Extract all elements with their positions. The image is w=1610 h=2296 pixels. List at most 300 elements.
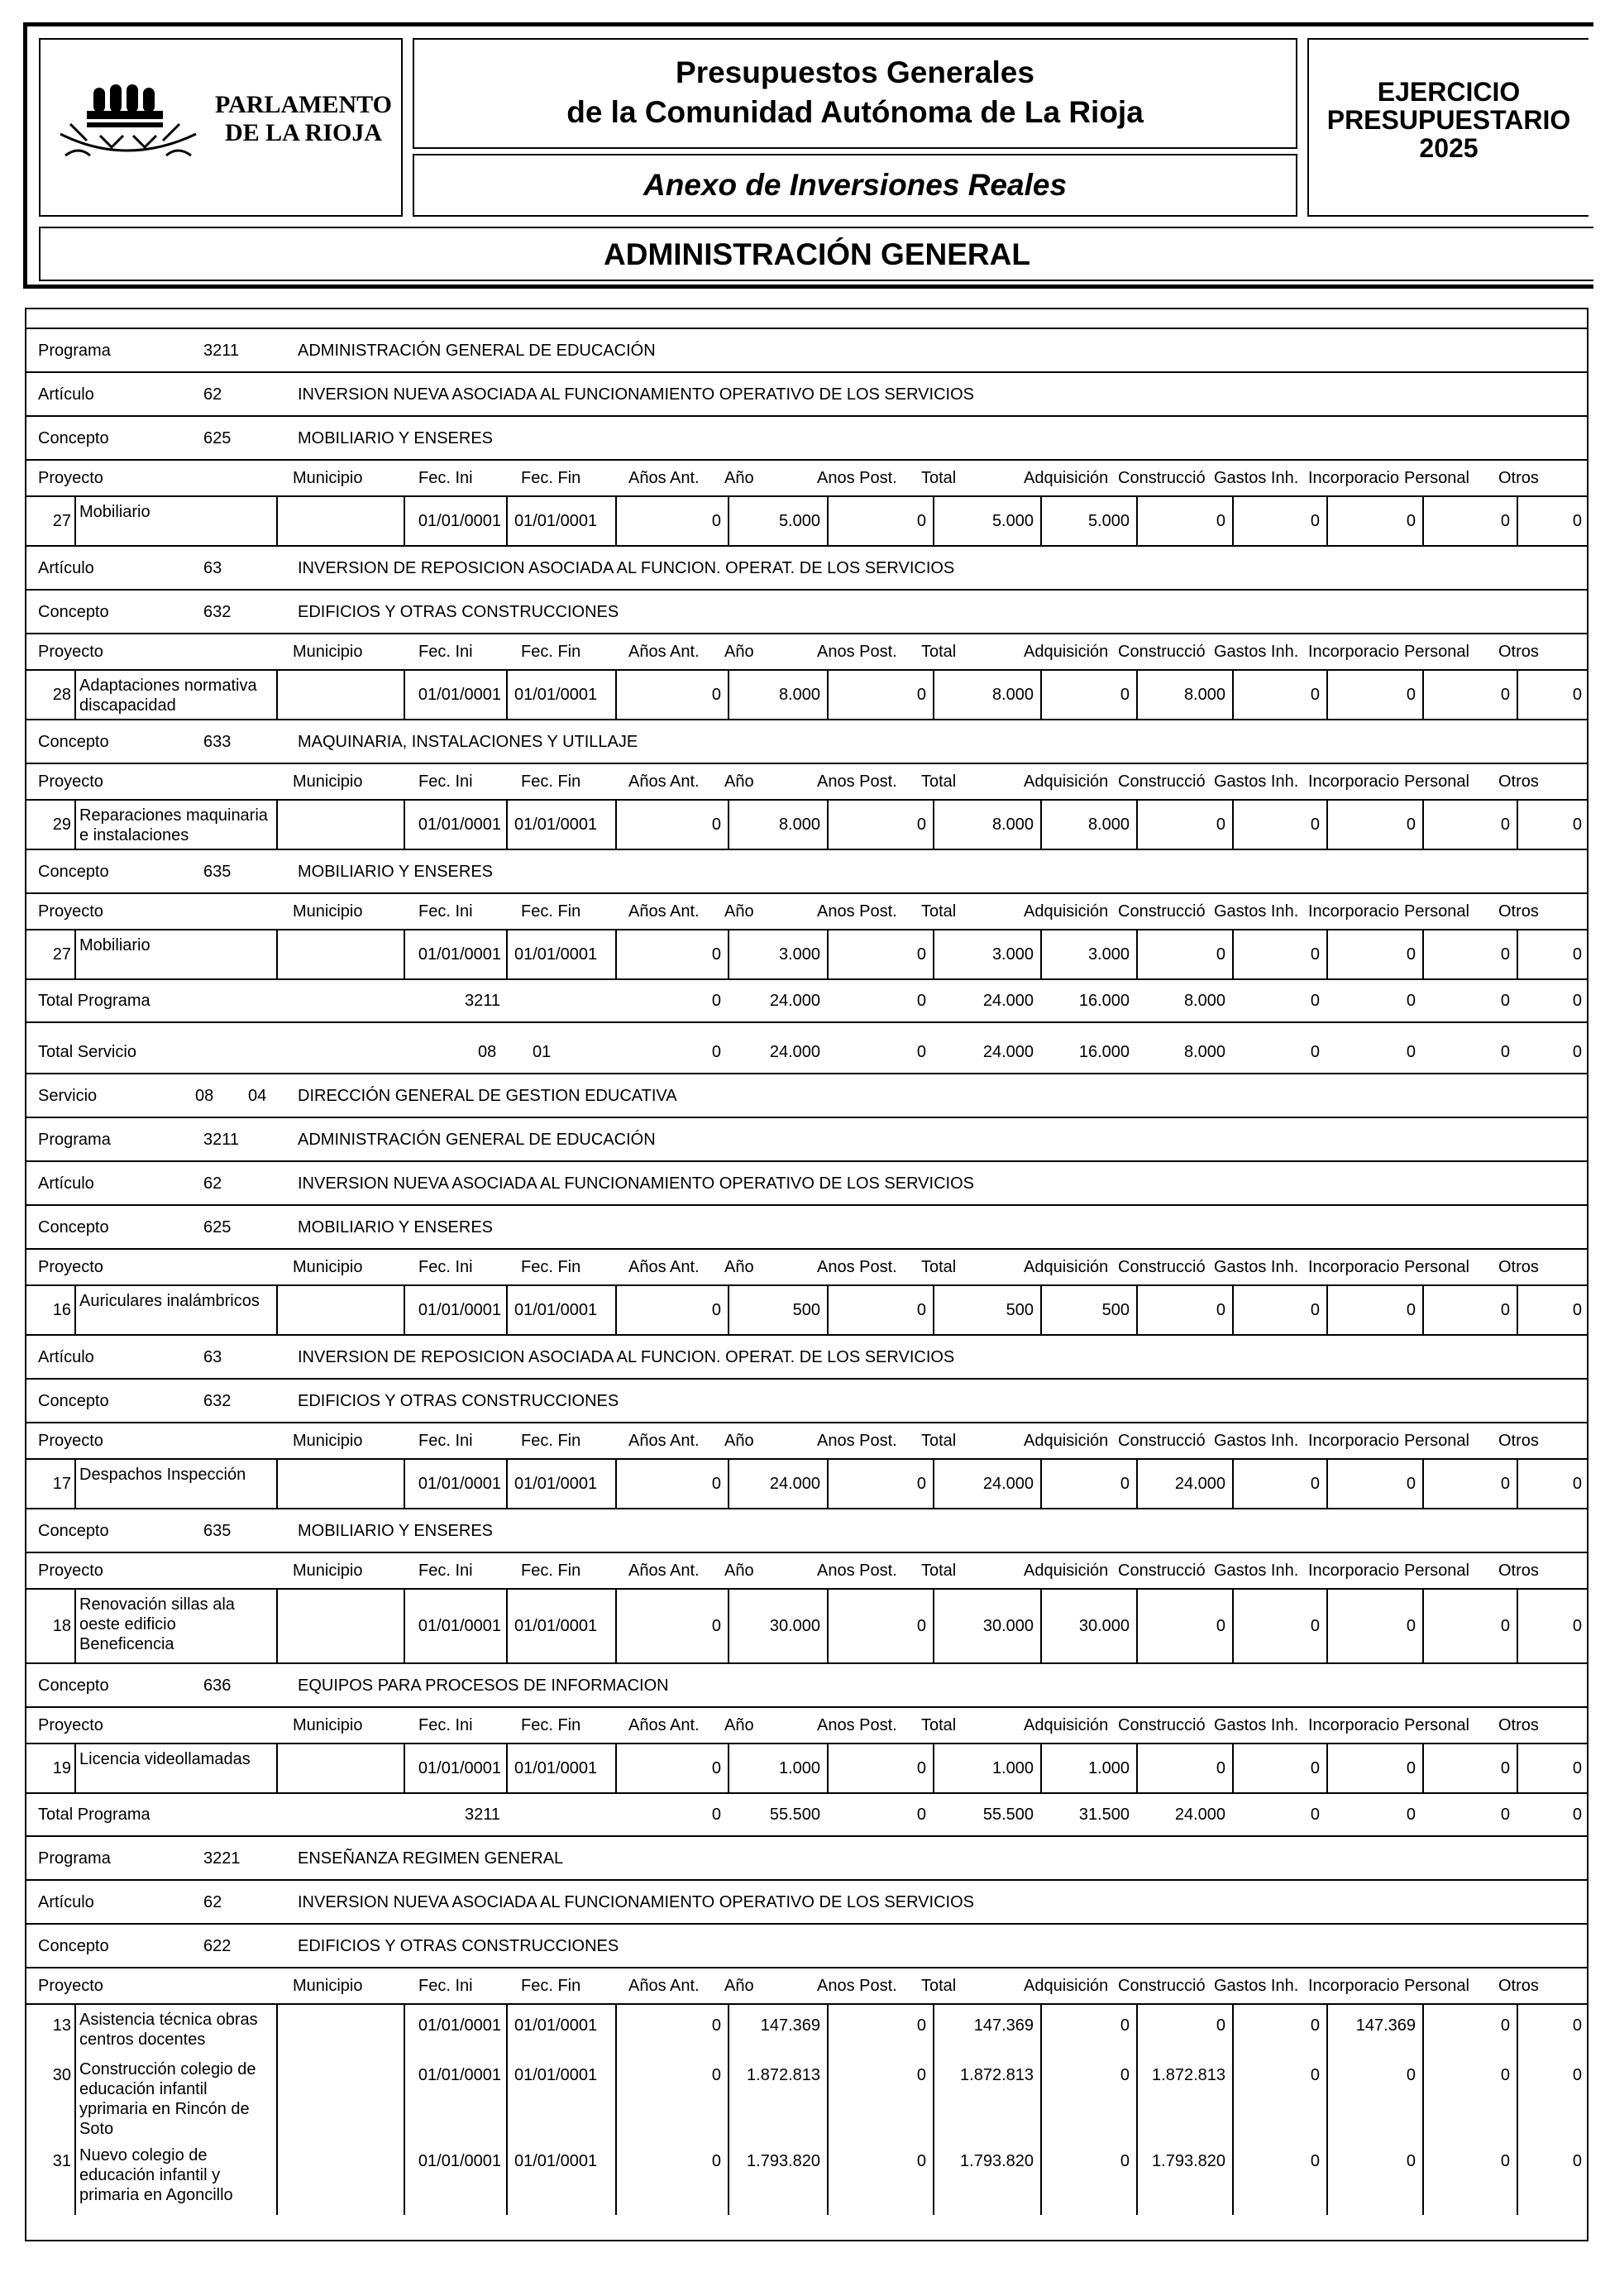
otros-value: 0 [1572, 1617, 1582, 1635]
column-header: Fec. Fin [521, 643, 581, 661]
column-header: Incorporacio [1308, 773, 1400, 791]
project-name-line: Soto [79, 2120, 114, 2138]
column-header: Proyecto [38, 1258, 103, 1276]
anos-post-total: 0 [916, 1043, 926, 1061]
row-code: 62 [203, 1174, 222, 1193]
cell-divider [74, 930, 76, 978]
row-description: MOBILIARIO Y ENSERES [298, 863, 494, 881]
column-header: Fec. Fin [521, 773, 581, 791]
anos-post-value: 0 [916, 512, 926, 530]
adquisicion-value: 500 [1101, 1301, 1130, 1319]
column-header: Personal [1404, 1562, 1469, 1580]
column-header: Adquisición [1024, 773, 1109, 791]
project-name-line: educación infantil [79, 2080, 208, 2098]
otros-total: 0 [1572, 1043, 1582, 1061]
column-header: Incorporacio [1308, 902, 1400, 921]
column-header: Fec. Ini [418, 1716, 473, 1734]
column-header: Total [921, 773, 957, 791]
column-header: Gastos Inh. [1214, 1258, 1299, 1276]
column-header: Personal [1404, 1977, 1469, 1995]
column-header: Fec. Fin [521, 469, 581, 487]
total-value: 1.872.813 [960, 2066, 1034, 2084]
document-title [413, 38, 1297, 149]
project-name [79, 2059, 275, 2139]
anios-ant-value: 0 [711, 512, 721, 530]
servicio-row [26, 1074, 1587, 1118]
project-id: 29 [52, 816, 71, 834]
adquisicion-value: 8.000 [1087, 816, 1130, 834]
project-name-line: Renovación sillas ala [79, 1595, 235, 1614]
document-subtitle: Anexo de Inversiones Reales [413, 154, 1297, 217]
concepto-row [26, 1206, 1587, 1250]
column-header-row [26, 1553, 1587, 1590]
anio-total: 24.000 [769, 1043, 820, 1061]
fec-fin: 01/01/0001 [514, 1759, 598, 1777]
column-header-row [26, 634, 1587, 671]
column-header: Construcció [1118, 773, 1206, 791]
project-id: 27 [52, 945, 71, 964]
cell-divider [1136, 2005, 1138, 2215]
row-description: EQUIPOS PARA PROCESOS DE INFORMACION [298, 1677, 669, 1695]
otros-value: 0 [1572, 512, 1582, 530]
anio-value: 8.000 [778, 686, 820, 704]
articulo-row [26, 1162, 1587, 1206]
column-header: Construcció [1118, 1977, 1206, 1995]
column-header: Adquisición [1024, 643, 1109, 661]
total-value: 30.000 [982, 1617, 1034, 1635]
row-code: 635 [203, 1522, 232, 1540]
anios-ant-value: 0 [711, 2016, 721, 2035]
column-header-row [26, 1968, 1587, 2005]
project-id: 31 [52, 2152, 71, 2170]
gastos-inh-value: 0 [1310, 2152, 1320, 2170]
incorporacion-value: 0 [1406, 2152, 1416, 2170]
column-header: Fec. Ini [418, 1258, 473, 1276]
column-header: Otros [1498, 1977, 1539, 1995]
articulo-row [26, 1881, 1587, 1925]
anos-post-value: 0 [916, 2016, 926, 2035]
anios-ant-value: 0 [711, 816, 721, 834]
anos-post-value: 0 [916, 816, 926, 834]
column-header: Año [724, 469, 754, 487]
column-header: Incorporacio [1308, 1716, 1400, 1734]
row-code: 632 [203, 603, 232, 621]
column-header-row [26, 1423, 1587, 1460]
project-name [79, 806, 275, 845]
total-value: 500 [1006, 1301, 1034, 1319]
row-code: 636 [203, 1677, 232, 1695]
construccion-value: 0 [1216, 1617, 1225, 1635]
incorporacion-total: 0 [1406, 1043, 1416, 1061]
cell-divider [933, 2005, 934, 2215]
column-header: Fec. Ini [418, 1977, 473, 1995]
cell-divider [74, 2005, 76, 2215]
construccion-value: 8.000 [1183, 686, 1225, 704]
cell-divider [827, 2005, 829, 2215]
row-label: Concepto [38, 733, 109, 751]
personal-value: 0 [1500, 512, 1510, 530]
cell-divider [276, 497, 278, 545]
column-header: Proyecto [38, 902, 103, 921]
total-value: 24.000 [982, 1475, 1034, 1493]
project-name-line: Nuevo colegio de [79, 2146, 208, 2164]
anos-post-value: 0 [916, 686, 926, 704]
total-row [26, 1794, 1587, 1837]
anios-ant-value: 0 [711, 1759, 721, 1777]
column-header: Anos Post. [817, 1258, 897, 1276]
otros-total: 0 [1572, 1806, 1582, 1824]
incorporacion-total: 0 [1406, 992, 1416, 1010]
row-description: MOBILIARIO Y ENSERES [298, 1218, 494, 1236]
column-header: Fec. Ini [418, 773, 473, 791]
column-header: Fec. Ini [418, 643, 473, 661]
personal-value: 0 [1500, 816, 1510, 834]
column-header: Construcció [1118, 1562, 1206, 1580]
table-top-band [26, 309, 1587, 329]
column-header: Incorporacio [1308, 469, 1400, 487]
anos-post-value: 0 [916, 1759, 926, 1777]
fec-fin: 01/01/0001 [514, 816, 598, 834]
cell-divider [74, 1460, 76, 1508]
column-header: Otros [1498, 1258, 1539, 1276]
gastos-inh-value: 0 [1310, 1617, 1320, 1635]
total-total: 24.000 [982, 1043, 1034, 1061]
column-header: Total [921, 1562, 957, 1580]
otros-value: 0 [1572, 816, 1582, 834]
incorporacion-value: 0 [1406, 2066, 1416, 2084]
adquisicion-value: 0 [1120, 2152, 1130, 2170]
anios-ant-value: 0 [711, 945, 721, 964]
row-description: MAQUINARIA, INSTALACIONES Y UTILLAJE [298, 733, 638, 751]
column-header: Proyecto [38, 773, 103, 791]
row-label: Concepto [38, 1522, 109, 1540]
fec-fin: 01/01/0001 [514, 686, 598, 704]
adquisicion-value: 0 [1120, 2016, 1130, 2035]
personal-value: 0 [1500, 1301, 1510, 1319]
fec-ini: 01/01/0001 [418, 945, 501, 964]
column-header: Proyecto [38, 643, 103, 661]
construccion-value: 0 [1216, 1301, 1225, 1319]
column-header: Personal [1404, 1432, 1469, 1450]
programa-row [26, 1837, 1587, 1881]
column-header: Proyecto [38, 1562, 103, 1580]
total-value: 1.000 [991, 1759, 1034, 1777]
column-header: Adquisición [1024, 1977, 1109, 1995]
column-header: Fec. Fin [521, 1716, 581, 1734]
row-description: INVERSION NUEVA ASOCIADA AL FUNCIONAMIENTO OPERATIVO DE LOS SERVICIOS [298, 1893, 974, 1911]
row-code: 63 [203, 1348, 222, 1366]
row-description: ADMINISTRACIÓN GENERAL DE EDUCACIÓN [298, 342, 656, 360]
ejercicio-box [1307, 38, 1589, 217]
column-header: Construcció [1118, 1258, 1206, 1276]
project-name-line: Adaptaciones normativa [79, 677, 257, 695]
project-row [26, 1286, 1587, 1336]
anos-post-total: 0 [916, 1806, 926, 1824]
column-header: Municipio [293, 1977, 363, 1995]
articulo-row [26, 373, 1587, 417]
total-label: Total Servicio [38, 1043, 136, 1061]
fec-ini: 01/01/0001 [418, 512, 501, 530]
personal-value: 0 [1500, 1617, 1510, 1635]
personal-value: 0 [1500, 1475, 1510, 1493]
cell-divider [276, 1460, 278, 1508]
column-header: Otros [1498, 469, 1539, 487]
column-header: Otros [1498, 1432, 1539, 1450]
personal-total: 0 [1500, 992, 1510, 1010]
column-header: Proyecto [38, 1716, 103, 1734]
anios-ant-value: 0 [711, 1475, 721, 1493]
ejercicio-line-2: PRESUPUESTARIO [1326, 105, 1571, 135]
anos-post-value: 0 [916, 1301, 926, 1319]
column-header-row [26, 894, 1587, 930]
total-value: 3.000 [991, 945, 1034, 964]
row-description: MOBILIARIO Y ENSERES [298, 1522, 494, 1540]
fec-ini: 01/01/0001 [418, 2152, 501, 2170]
column-header: Personal [1404, 1716, 1469, 1734]
cell-divider [276, 1590, 278, 1662]
fec-fin: 01/01/0001 [514, 2066, 598, 2084]
cell-divider [276, 930, 278, 978]
gastos-inh-value: 0 [1310, 2066, 1320, 2084]
column-header: Adquisición [1024, 902, 1109, 921]
row-code: 635 [203, 863, 232, 881]
total-total: 55.500 [982, 1806, 1034, 1824]
column-header: Adquisición [1024, 1432, 1109, 1450]
column-header: Proyecto [38, 1977, 103, 1995]
row-description: INVERSION DE REPOSICION ASOCIADA AL FUNCION. OPERAT. DE LOS SERVICIOS [298, 559, 955, 577]
row-description: INVERSION NUEVA ASOCIADA AL FUNCIONAMIENTO OPERATIVO DE LOS SERVICIOS [298, 385, 974, 404]
column-header: Municipio [293, 1258, 363, 1276]
anio-total: 24.000 [769, 992, 820, 1010]
articulo-row [26, 1336, 1587, 1380]
fec-fin: 01/01/0001 [514, 945, 598, 964]
gastos-inh-value: 0 [1310, 816, 1320, 834]
column-header: Años Ant. [628, 643, 700, 661]
column-header: Fec. Ini [418, 1562, 473, 1580]
logo-text [206, 91, 401, 147]
incorporacion-value: 0 [1406, 1301, 1416, 1319]
project-name [79, 1595, 275, 1654]
column-header: Construcció [1118, 902, 1206, 921]
column-header: Año [724, 902, 754, 921]
project-name [79, 935, 275, 955]
cell-divider [615, 2005, 617, 2215]
column-header: Gastos Inh. [1214, 902, 1299, 921]
construccion-total: 8.000 [1183, 1043, 1225, 1061]
column-header: Fec. Ini [418, 902, 473, 921]
personal-value: 0 [1500, 2016, 1510, 2035]
column-header: Fec. Fin [521, 1258, 581, 1276]
anio-value: 147.369 [760, 2016, 820, 2035]
total-label: Total Programa [38, 992, 150, 1010]
adquisicion-value: 0 [1120, 2066, 1130, 2084]
column-header: Personal [1404, 1258, 1469, 1276]
column-header: Adquisición [1024, 1258, 1109, 1276]
total-row [26, 980, 1587, 1023]
project-id: 19 [52, 1759, 71, 1777]
cell-divider [74, 671, 76, 719]
incorporacion-value: 0 [1406, 816, 1416, 834]
column-header: Año [724, 1562, 754, 1580]
column-header: Gastos Inh. [1214, 1432, 1299, 1450]
cell-divider [276, 1286, 278, 1334]
adquisicion-value: 0 [1120, 686, 1130, 704]
row-label: Concepto [38, 1392, 109, 1410]
column-header: Total [921, 1977, 957, 1995]
gastos-inh-total: 0 [1310, 1806, 1320, 1824]
cell-divider [1422, 2005, 1424, 2215]
title-line-2: de la Comunidad Autónoma de La Rioja [566, 95, 1144, 129]
anio-value: 1.793.820 [747, 2152, 820, 2170]
column-header: Adquisición [1024, 469, 1109, 487]
column-header: Anos Post. [817, 643, 897, 661]
column-header: Años Ant. [628, 1977, 700, 1995]
construccion-total: 24.000 [1174, 1806, 1225, 1824]
total-value: 147.369 [973, 2016, 1034, 2035]
column-header: Personal [1404, 469, 1469, 487]
fec-fin: 01/01/0001 [514, 512, 598, 530]
fec-ini: 01/01/0001 [418, 1759, 501, 1777]
column-header: Incorporacio [1308, 1258, 1400, 1276]
column-header: Año [724, 1258, 754, 1276]
cell-divider [1517, 2005, 1518, 2215]
column-header: Años Ant. [628, 469, 700, 487]
concepto-row [26, 850, 1587, 894]
project-name-line: educación infantil y [79, 2166, 221, 2184]
column-header: Otros [1498, 1716, 1539, 1734]
row-code: 3211 [203, 342, 240, 360]
adquisicion-value: 3.000 [1087, 945, 1130, 964]
project-name [79, 1749, 275, 1769]
column-header: Municipio [293, 773, 363, 791]
column-header: Total [921, 1258, 957, 1276]
column-header: Años Ant. [628, 773, 700, 791]
parliament-logo-icon [54, 76, 203, 175]
cell-divider [276, 801, 278, 849]
logo-box [39, 38, 403, 217]
column-header: Fec. Ini [418, 1432, 473, 1450]
project-id: 27 [52, 512, 71, 530]
row-code: 622 [203, 1937, 232, 1955]
fec-fin: 01/01/0001 [514, 2016, 598, 2035]
column-header-row [26, 764, 1587, 801]
row-label: Programa [38, 342, 111, 360]
column-header: Proyecto [38, 469, 103, 487]
cell-divider [74, 1286, 76, 1334]
column-header: Fec. Fin [521, 1432, 581, 1450]
adquisicion-value: 30.000 [1078, 1617, 1130, 1635]
column-header: Anos Post. [817, 1977, 897, 1995]
project-id: 28 [52, 686, 71, 704]
gastos-inh-value: 0 [1310, 2016, 1320, 2035]
total-label: Total Programa [38, 1806, 150, 1824]
project-name [79, 1291, 275, 1311]
row-code: 62 [203, 385, 222, 404]
column-header: Gastos Inh. [1214, 773, 1299, 791]
column-header: Incorporacio [1308, 643, 1400, 661]
document-header [23, 22, 1593, 289]
column-header: Anos Post. [817, 1432, 897, 1450]
project-name-line: Despachos Inspección [79, 1466, 246, 1484]
project-name [79, 676, 275, 715]
row-code: 633 [203, 733, 232, 751]
total-code: 08 [478, 1043, 497, 1061]
anio-value: 30.000 [769, 1617, 820, 1635]
column-header: Personal [1404, 643, 1469, 661]
column-header: Año [724, 773, 754, 791]
anos-post-value: 0 [916, 1617, 926, 1635]
column-header: Municipio [293, 902, 363, 921]
column-header: Gastos Inh. [1214, 469, 1299, 487]
fec-ini: 01/01/0001 [418, 2066, 501, 2084]
column-header: Anos Post. [817, 1716, 897, 1734]
row-description: ENSEÑANZA REGIMEN GENERAL [298, 1849, 564, 1868]
column-header: Incorporacio [1308, 1977, 1400, 1995]
project-row [26, 1744, 1587, 1794]
column-header: Anos Post. [817, 469, 897, 487]
row-label: Concepto [38, 863, 109, 881]
programa-row [26, 329, 1587, 373]
column-header: Años Ant. [628, 902, 700, 921]
anio-value: 1.000 [778, 1759, 820, 1777]
project-name-line: yprimaria en Rincón de [79, 2100, 250, 2118]
column-header: Construcció [1118, 1432, 1206, 1450]
project-name-line: oeste edificio [79, 1615, 176, 1634]
gastos-inh-value: 0 [1310, 512, 1320, 530]
total-value: 1.793.820 [960, 2152, 1034, 2170]
articulo-row [26, 547, 1587, 591]
personal-value: 0 [1500, 2066, 1510, 2084]
row-description: MOBILIARIO Y ENSERES [298, 429, 494, 447]
column-header: Gastos Inh. [1214, 1716, 1299, 1734]
personal-value: 0 [1500, 945, 1510, 964]
row-label: Concepto [38, 1937, 109, 1955]
column-header: Años Ant. [628, 1258, 700, 1276]
row-code: 632 [203, 1392, 232, 1410]
row-label: Artículo [38, 1348, 94, 1366]
logo-line-1: PARLAMENTO [215, 91, 392, 118]
fec-ini: 01/01/0001 [418, 1617, 501, 1635]
column-header: Gastos Inh. [1214, 1977, 1299, 1995]
column-header: Proyecto [38, 1432, 103, 1450]
column-header: Fec. Fin [521, 902, 581, 921]
column-header: Construcció [1118, 469, 1206, 487]
row-description: EDIFICIOS Y OTRAS CONSTRUCCIONES [298, 1937, 619, 1955]
project-row [26, 497, 1587, 547]
project-id: 30 [52, 2066, 71, 2084]
logo-line-2: DE LA RIOJA [224, 119, 383, 146]
project-name [79, 502, 275, 522]
column-header: Incorporacio [1308, 1562, 1400, 1580]
gastos-inh-total: 0 [1310, 1043, 1320, 1061]
adquisicion-total: 16.000 [1078, 1043, 1130, 1061]
project-name-line: primaria en Agoncillo [79, 2186, 233, 2204]
row-code: 08 [195, 1087, 214, 1105]
column-header: Anos Post. [817, 1562, 897, 1580]
column-header: Gastos Inh. [1214, 1562, 1299, 1580]
gastos-inh-total: 0 [1310, 992, 1320, 1010]
row-label: Artículo [38, 385, 94, 404]
cell-divider [1040, 2005, 1042, 2215]
cell-divider [1232, 2005, 1234, 2215]
column-header: Total [921, 469, 957, 487]
anios-ant-value: 0 [711, 1617, 721, 1635]
fec-ini: 01/01/0001 [418, 1301, 501, 1319]
column-header: Otros [1498, 773, 1539, 791]
incorporacion-value: 0 [1406, 512, 1416, 530]
cell-divider [74, 801, 76, 849]
gastos-inh-value: 0 [1310, 945, 1320, 964]
